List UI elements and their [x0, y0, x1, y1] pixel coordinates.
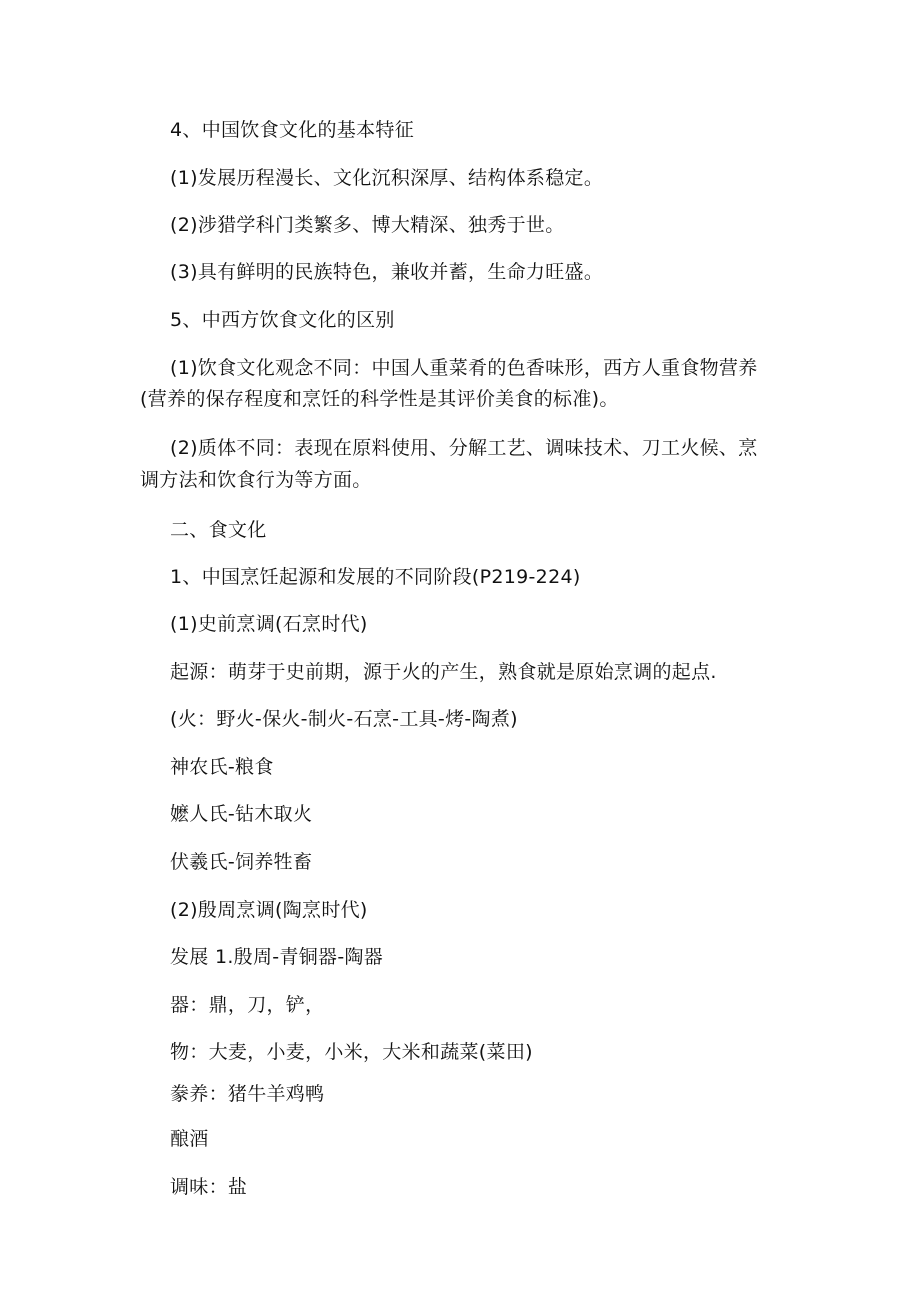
paragraph-line: (3)具有鲜明的民族特色，兼收并蓄，生命力旺盛。: [170, 261, 604, 283]
paragraph-line: 物：大麦，小麦，小米，大米和蔬菜(菜田): [170, 1041, 533, 1063]
paragraph-line: (2)质体不同：表现在原料使用、分解工艺、调味技术、刀工火候、烹: [170, 437, 758, 459]
paragraph-line: 嬷人氏-钻木取火: [170, 803, 313, 825]
heading-5: 5、中西方饮食文化的区别: [170, 309, 395, 331]
paragraph-line: 器：鼎，刀，铲，: [170, 994, 325, 1016]
paragraph-line: 神农氏-粮食: [170, 756, 274, 778]
subheading-1: 1、中国烹饪起源和发展的不同阶段(P219-224): [170, 566, 581, 588]
paragraph-line: 调方法和饮食行为等方面。: [140, 469, 372, 491]
paragraph-line: (1)饮食文化观念不同：中国人重菜肴的色香味形，西方人重食物营养: [170, 357, 758, 379]
paragraph-line: (1)发展历程漫长、文化沉积深厚、结构体系稳定。: [170, 167, 604, 189]
paragraph-line: 伏羲氏-饲养牲畜: [170, 851, 313, 873]
paragraph-line: 调味：盐: [170, 1176, 248, 1198]
paragraph-line: 豢养：猪牛羊鸡鸭: [170, 1083, 325, 1105]
heading-4: 4、中国饮食文化的基本特征: [170, 119, 414, 141]
paragraph-line: 起源：萌芽于史前期，源于火的产生，熟食就是原始烹调的起点.: [170, 661, 717, 683]
paragraph-line: (火：野火-保火-制火-石烹-工具-烤-陶煮): [170, 708, 518, 730]
section-heading: 二、食文化: [170, 519, 267, 541]
paragraph-line: 发展 1.殷周-青铜器-陶器: [170, 946, 384, 968]
paragraph-line: (营养的保存程度和烹饪的科学性是其评价美食的标准)。: [140, 388, 619, 410]
paragraph-line: (2)殷周烹调(陶烹时代): [170, 899, 368, 921]
paragraph-line: (1)史前烹调(石烹时代): [170, 613, 368, 635]
paragraph-line: 酿酒: [170, 1128, 209, 1150]
paragraph-line: (2)涉猎学科门类繁多、博大精深、独秀于世。: [170, 214, 565, 236]
